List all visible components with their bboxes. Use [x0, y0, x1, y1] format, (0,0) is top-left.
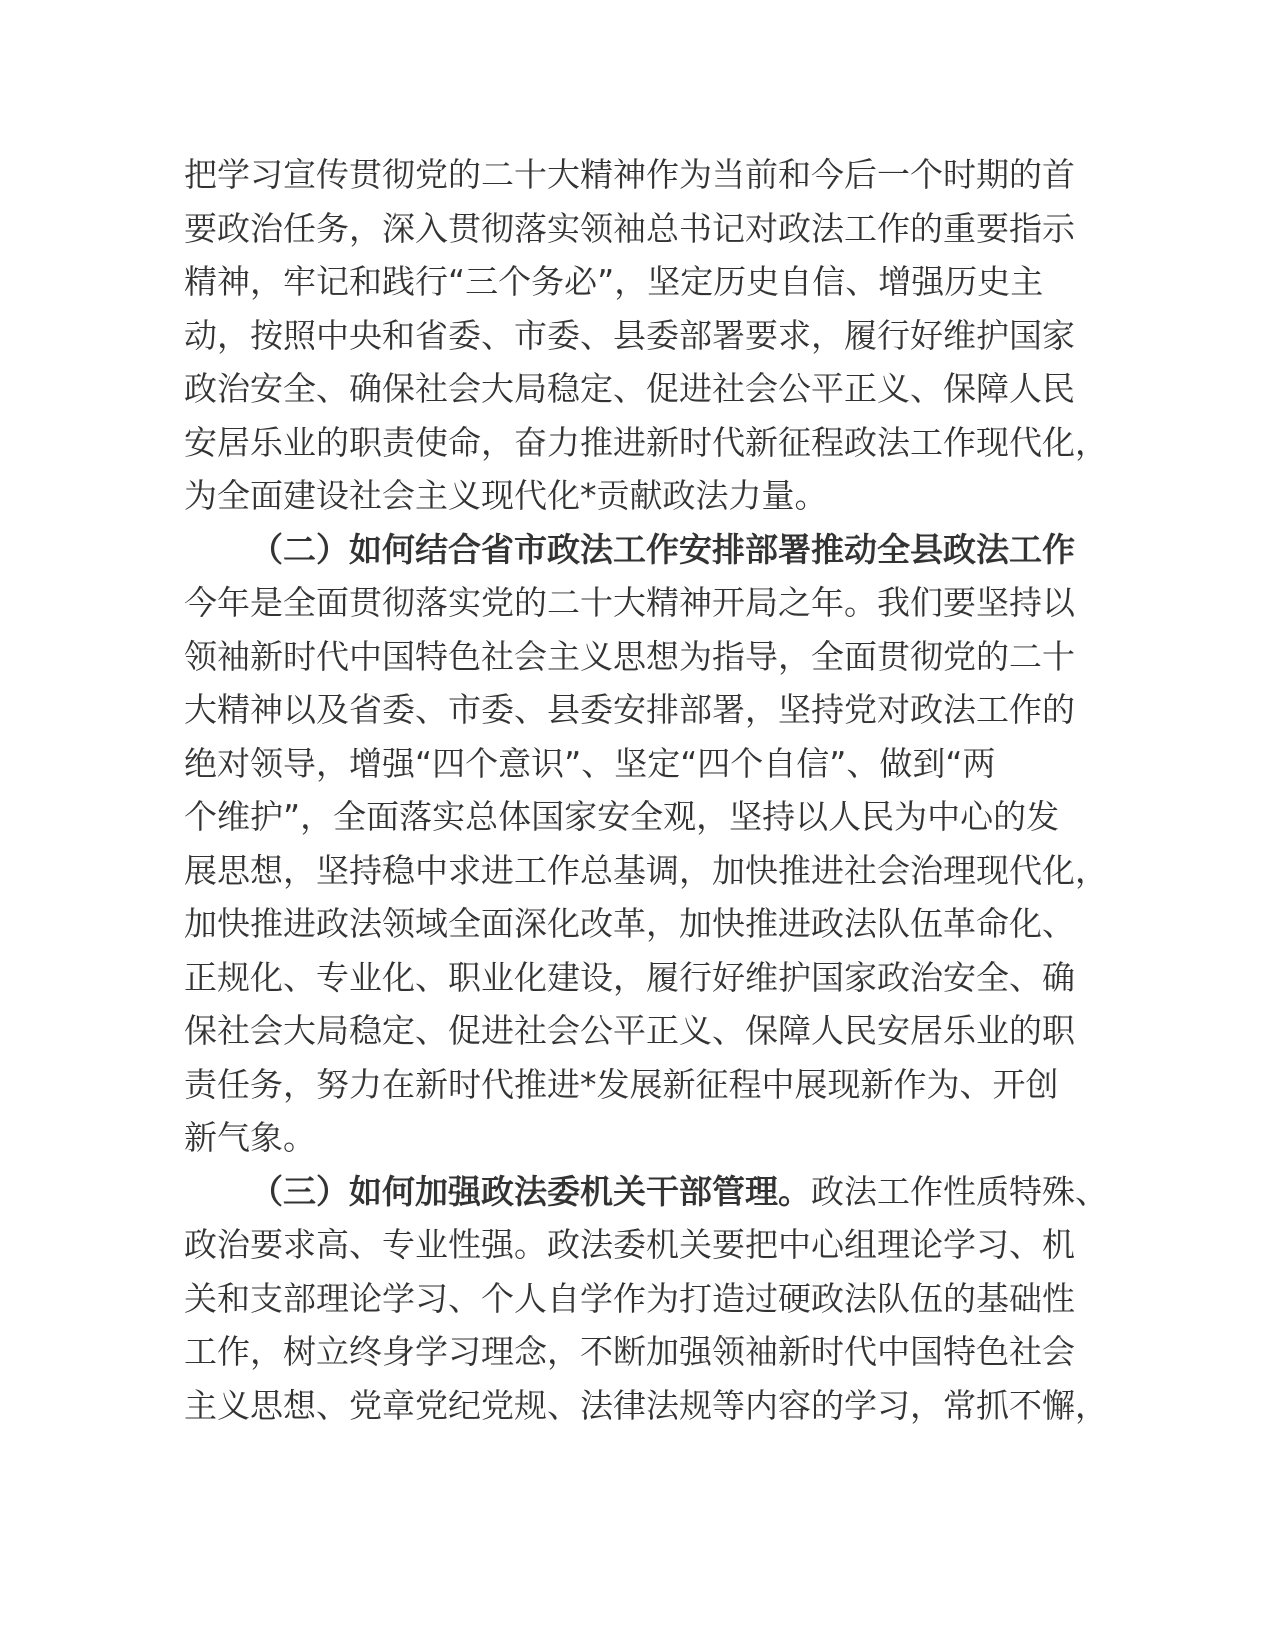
text-line: 绝对领导，增强“四个意识”、坚定“四个自信”、做到“两: [184, 743, 996, 783]
text-line: 责任务，努力在新时代推进*发展新征程中展现新作为、开创: [184, 1064, 1059, 1104]
text-line: 关和支部理论学习、个人自学作为打造过硬政法队伍的基础性: [184, 1278, 1075, 1318]
paragraph-2: [184, 576, 1108, 1165]
text-line: 大精神以及省委、市委、县委安排部署，坚持党对政法工作的: [184, 690, 1075, 729]
paragraph-3-first-line: [184, 1165, 1108, 1219]
text-line: 安居乐业的职责使命，奋力推进新时代新征程政法工作现代化，: [184, 422, 1108, 462]
text-line: 把学习宣传贯彻党的二十大精神作为当前和今后一个时期的首: [184, 155, 1075, 194]
text-line: 新气象。: [184, 1118, 316, 1157]
text-line: 展思想，坚持稳中求进工作总基调，加快推进社会治理现代化，: [184, 850, 1108, 890]
text-line: 保社会大局稳定、促进社会公平正义、保障人民安居乐业的职: [184, 1011, 1075, 1050]
text-line: 动，按照中央和省委、市委、县委部署要求，履行好维护国家: [184, 315, 1075, 355]
text-line: 今年是全面贯彻落实党的二十大精神开局之年。我们要坚持以: [184, 583, 1075, 622]
text-line: 政治安全、确保社会大局稳定、促进社会公平正义、保障人民: [184, 369, 1075, 408]
text-line: 政治要求高、专业性强。政法委机关要把中心组理论学习、机: [184, 1225, 1075, 1264]
text-line: 个维护”，全面落实总体国家安全观，坚持以人民为中心的发: [184, 797, 1060, 836]
document-body: [184, 148, 1108, 1432]
text-line: 正规化、专业化、职业化建设，履行好维护国家政治安全、确: [184, 957, 1075, 997]
text-run: 政法工作性质特殊、: [811, 1171, 1108, 1211]
text-line: 工作，树立终身学习理念，不断加强领袖新时代中国特色社会: [184, 1332, 1075, 1371]
section-heading-2: （二）如何结合省市政法工作安排部署推动全县政法工作: [250, 529, 1075, 569]
text-line: 领袖新时代中国特色社会主义思想为指导，全面贯彻党的二十: [184, 636, 1075, 676]
paragraph-3: [184, 1218, 1108, 1432]
text-line: 加快推进政法领域全面深化改革，加快推进政法队伍革命化、: [184, 904, 1075, 943]
text-line: 要政治任务，深入贯彻落实领袖总书记对政法工作的重要指示: [184, 208, 1075, 248]
text-line: 主义思想、党章党纪党规、法律法规等内容的学习，常抓不懈，: [184, 1385, 1108, 1425]
section-heading-3: （三）如何加强政法委机关干部管理。: [250, 1171, 811, 1211]
text-line: 为全面建设社会主义现代化*贡献政法力量。: [184, 476, 828, 515]
text-line: 精神，牢记和践行“三个务必”，坚定历史自信、增强历史主: [184, 262, 1044, 301]
paragraph-1: [184, 148, 1108, 523]
